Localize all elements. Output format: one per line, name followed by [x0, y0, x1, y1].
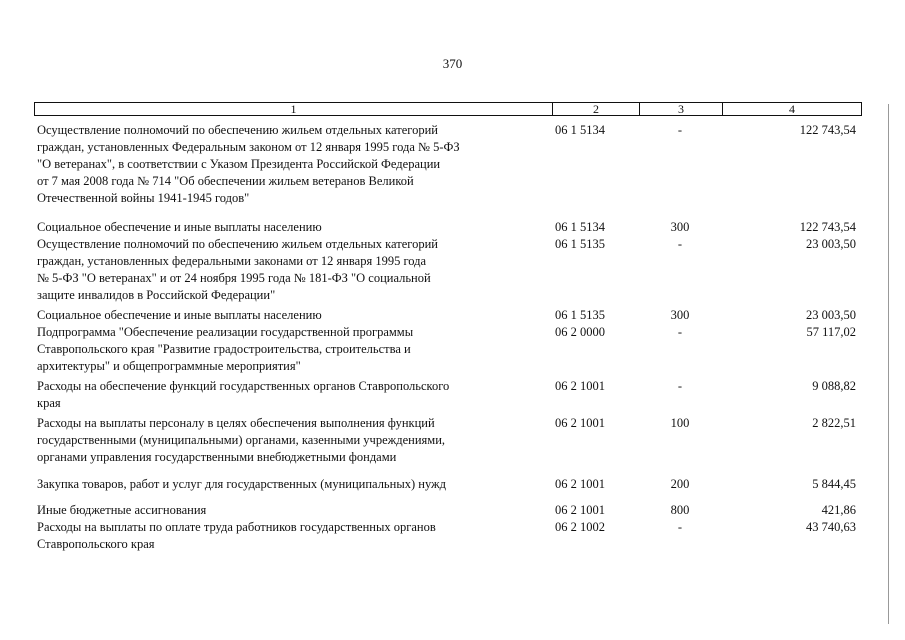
row-code: 06 1 5135 [555, 237, 605, 251]
row-description: Подпрограмма "Обеспечение реализации государственной программы Ставропольского края "Развитие градостроительства, строительства и архитектуры" и общепрограммные мероприятия" [37, 325, 414, 373]
row-amount: 122 743,54 [799, 220, 856, 234]
row-code: 06 1 5134 [555, 123, 605, 137]
row-description: Социальное обеспечение и иные выплаты населению [37, 308, 322, 322]
row-type: - [677, 123, 683, 137]
row-description: Иные бюджетные ассигнования [37, 503, 207, 517]
row-type: 300 [670, 308, 690, 322]
row-type: - [677, 237, 683, 251]
row-amount: 57 117,02 [806, 325, 856, 339]
row-type: - [677, 325, 683, 339]
row-code: 06 1 5134 [555, 220, 605, 234]
header-col-1: 1 [290, 102, 297, 116]
row-code: 06 2 1002 [555, 520, 605, 534]
row-type: - [677, 379, 683, 393]
row-amount: 9 088,82 [812, 379, 856, 393]
row-amount: 43 740,63 [806, 520, 856, 534]
row-type: 100 [670, 416, 690, 430]
row-description: Закупка товаров, работ и услуг для государственных (муниципальных) нужд [37, 477, 447, 491]
row-description: Расходы на выплаты персоналу в целях обеспечения выполнения функций государственными (муниципальными) органами, казенными учреждениями, органами управления государственными внебюджетными фондами [37, 416, 446, 464]
row-code: 06 2 1001 [555, 416, 605, 430]
row-code: 06 2 1001 [555, 477, 605, 491]
row-code: 06 2 0000 [555, 325, 605, 339]
row-amount: 2 822,51 [812, 416, 856, 430]
row-code: 06 2 1001 [555, 379, 605, 393]
row-type: 800 [670, 503, 690, 517]
row-type: 200 [670, 477, 690, 491]
row-amount: 122 743,54 [799, 123, 856, 137]
page-number: 370 [442, 56, 463, 71]
row-code: 06 2 1001 [555, 503, 605, 517]
row-type: - [677, 520, 683, 534]
row-description: Расходы на выплаты по оплате труда работников государственных органов Ставропольского края [37, 520, 436, 551]
row-type: 300 [670, 220, 690, 234]
row-amount: 23 003,50 [806, 237, 856, 251]
row-description: Осуществление полномочий по обеспечению жильем отдельных категорий граждан, установленных федеральными законами от 12 января 1995 года № 5-ФЗ "О ветеранах" и от 24 ноября 1995 года № 181-ФЗ "О социальной защите инвалидов в Российской Федерации" [37, 237, 438, 302]
row-amount: 23 003,50 [806, 308, 856, 322]
row-amount: 421,86 [821, 503, 856, 517]
header-col-2: 2 [593, 102, 599, 116]
header-col-4: 4 [789, 102, 795, 116]
row-code: 06 1 5135 [555, 308, 605, 322]
row-amount: 5 844,45 [812, 477, 856, 491]
row-description: Социальное обеспечение и иные выплаты населению [37, 220, 322, 234]
row-description: Расходы на обеспечение функций государственных органов Ставропольского края [37, 379, 450, 410]
row-description: Осуществление полномочий по обеспечению жильем отдельных категорий граждан, установленных Федеральным законом от 12 января 1995 года № 5-ФЗ "О ветеранах", в соответствии с Указом Президента Российской Федерации от 7 мая 2008 года № 714 "Об обеспечении жильем ветеранов Великой Отечественной войны 1941-1945 годов" [37, 123, 460, 205]
header-col-3: 3 [678, 102, 684, 116]
